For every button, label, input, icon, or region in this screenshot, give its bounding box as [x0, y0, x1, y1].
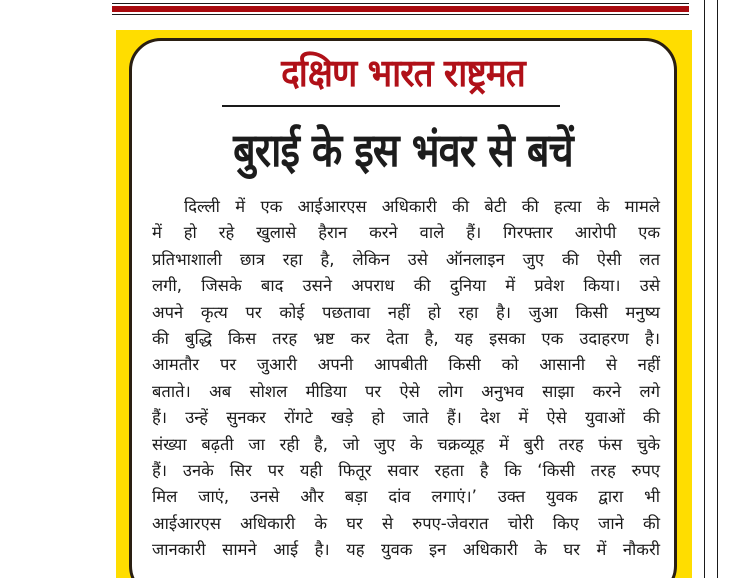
body-line: संख्या बढ़ती जा रही है, जो जुए के चक्रव्यूह में बुरी तरह फंस चुके [152, 434, 660, 454]
top-rule-thin-lower [112, 14, 689, 15]
body-line: हैं। उनके सिर पर यही फितूर सवार रहता है कि ‘किसी तरह रुपए [152, 460, 660, 480]
article-body [152, 194, 660, 563]
body-line: प्रतिभाशाली छात्र रहा है, लेकिन उसे ऑनलाइन जुए की ऐसी लत [152, 249, 660, 269]
column-divider-left [704, 0, 705, 578]
top-rule-red-bar [112, 6, 689, 12]
masthead-underline [222, 105, 560, 107]
body-line: आमतौर पर जुआरी अपनी आपबीती किसी को आसानी से नहीं [152, 355, 660, 375]
top-rule-thin-upper [112, 3, 689, 4]
body-line: मिल जाएं, उनसे और बड़ा दांव लगाएं।’ उक्त युवक द्वारा भी [152, 487, 660, 507]
body-line: आईआरएस अधिकारी के घर से रुपए-जेवरात चोरी किए जाने की [152, 513, 660, 533]
body-line: लगी, जिसके बाद उसने अपराध की दुनिया में प्रवेश किया। उसे [152, 276, 660, 296]
article-headline: बुराई के इस भंवर से बचें [233, 123, 573, 177]
column-divider-right [717, 0, 718, 578]
body-line: बताते। अब सोशल मीडिया पर ऐसे लोग अनुभव साझा करने लगे [152, 381, 660, 401]
body-line: की बुद्धि किस तरह भ्रष्ट कर देता है, यह इसका एक उदाहरण है। [152, 328, 660, 348]
body-line: में हो रहे खुलासे हैरान करने वाले हैं। गिरफ्तार आरोपी एक [152, 223, 660, 243]
masthead-title: दक्षिण भारत राष्ट्रमत [281, 51, 525, 95]
body-line: हैं। उन्हें सुनकर रोंगटे खड़े हो जाते हैं। देश में ऐसे युवाओं की [152, 408, 660, 428]
body-line: दिल्ली में एक आईआरएस अधिकारी की बेटी की हत्या के मामले [184, 197, 660, 216]
body-line: अपने कृत्य पर कोई पछतावा नहीं हो रहा है। जुआ किसी मनुष्य [152, 302, 660, 322]
body-line: जानकारी सामने आई है। यह युवक इन अधिकारी के घर में नौकरी [152, 540, 660, 560]
